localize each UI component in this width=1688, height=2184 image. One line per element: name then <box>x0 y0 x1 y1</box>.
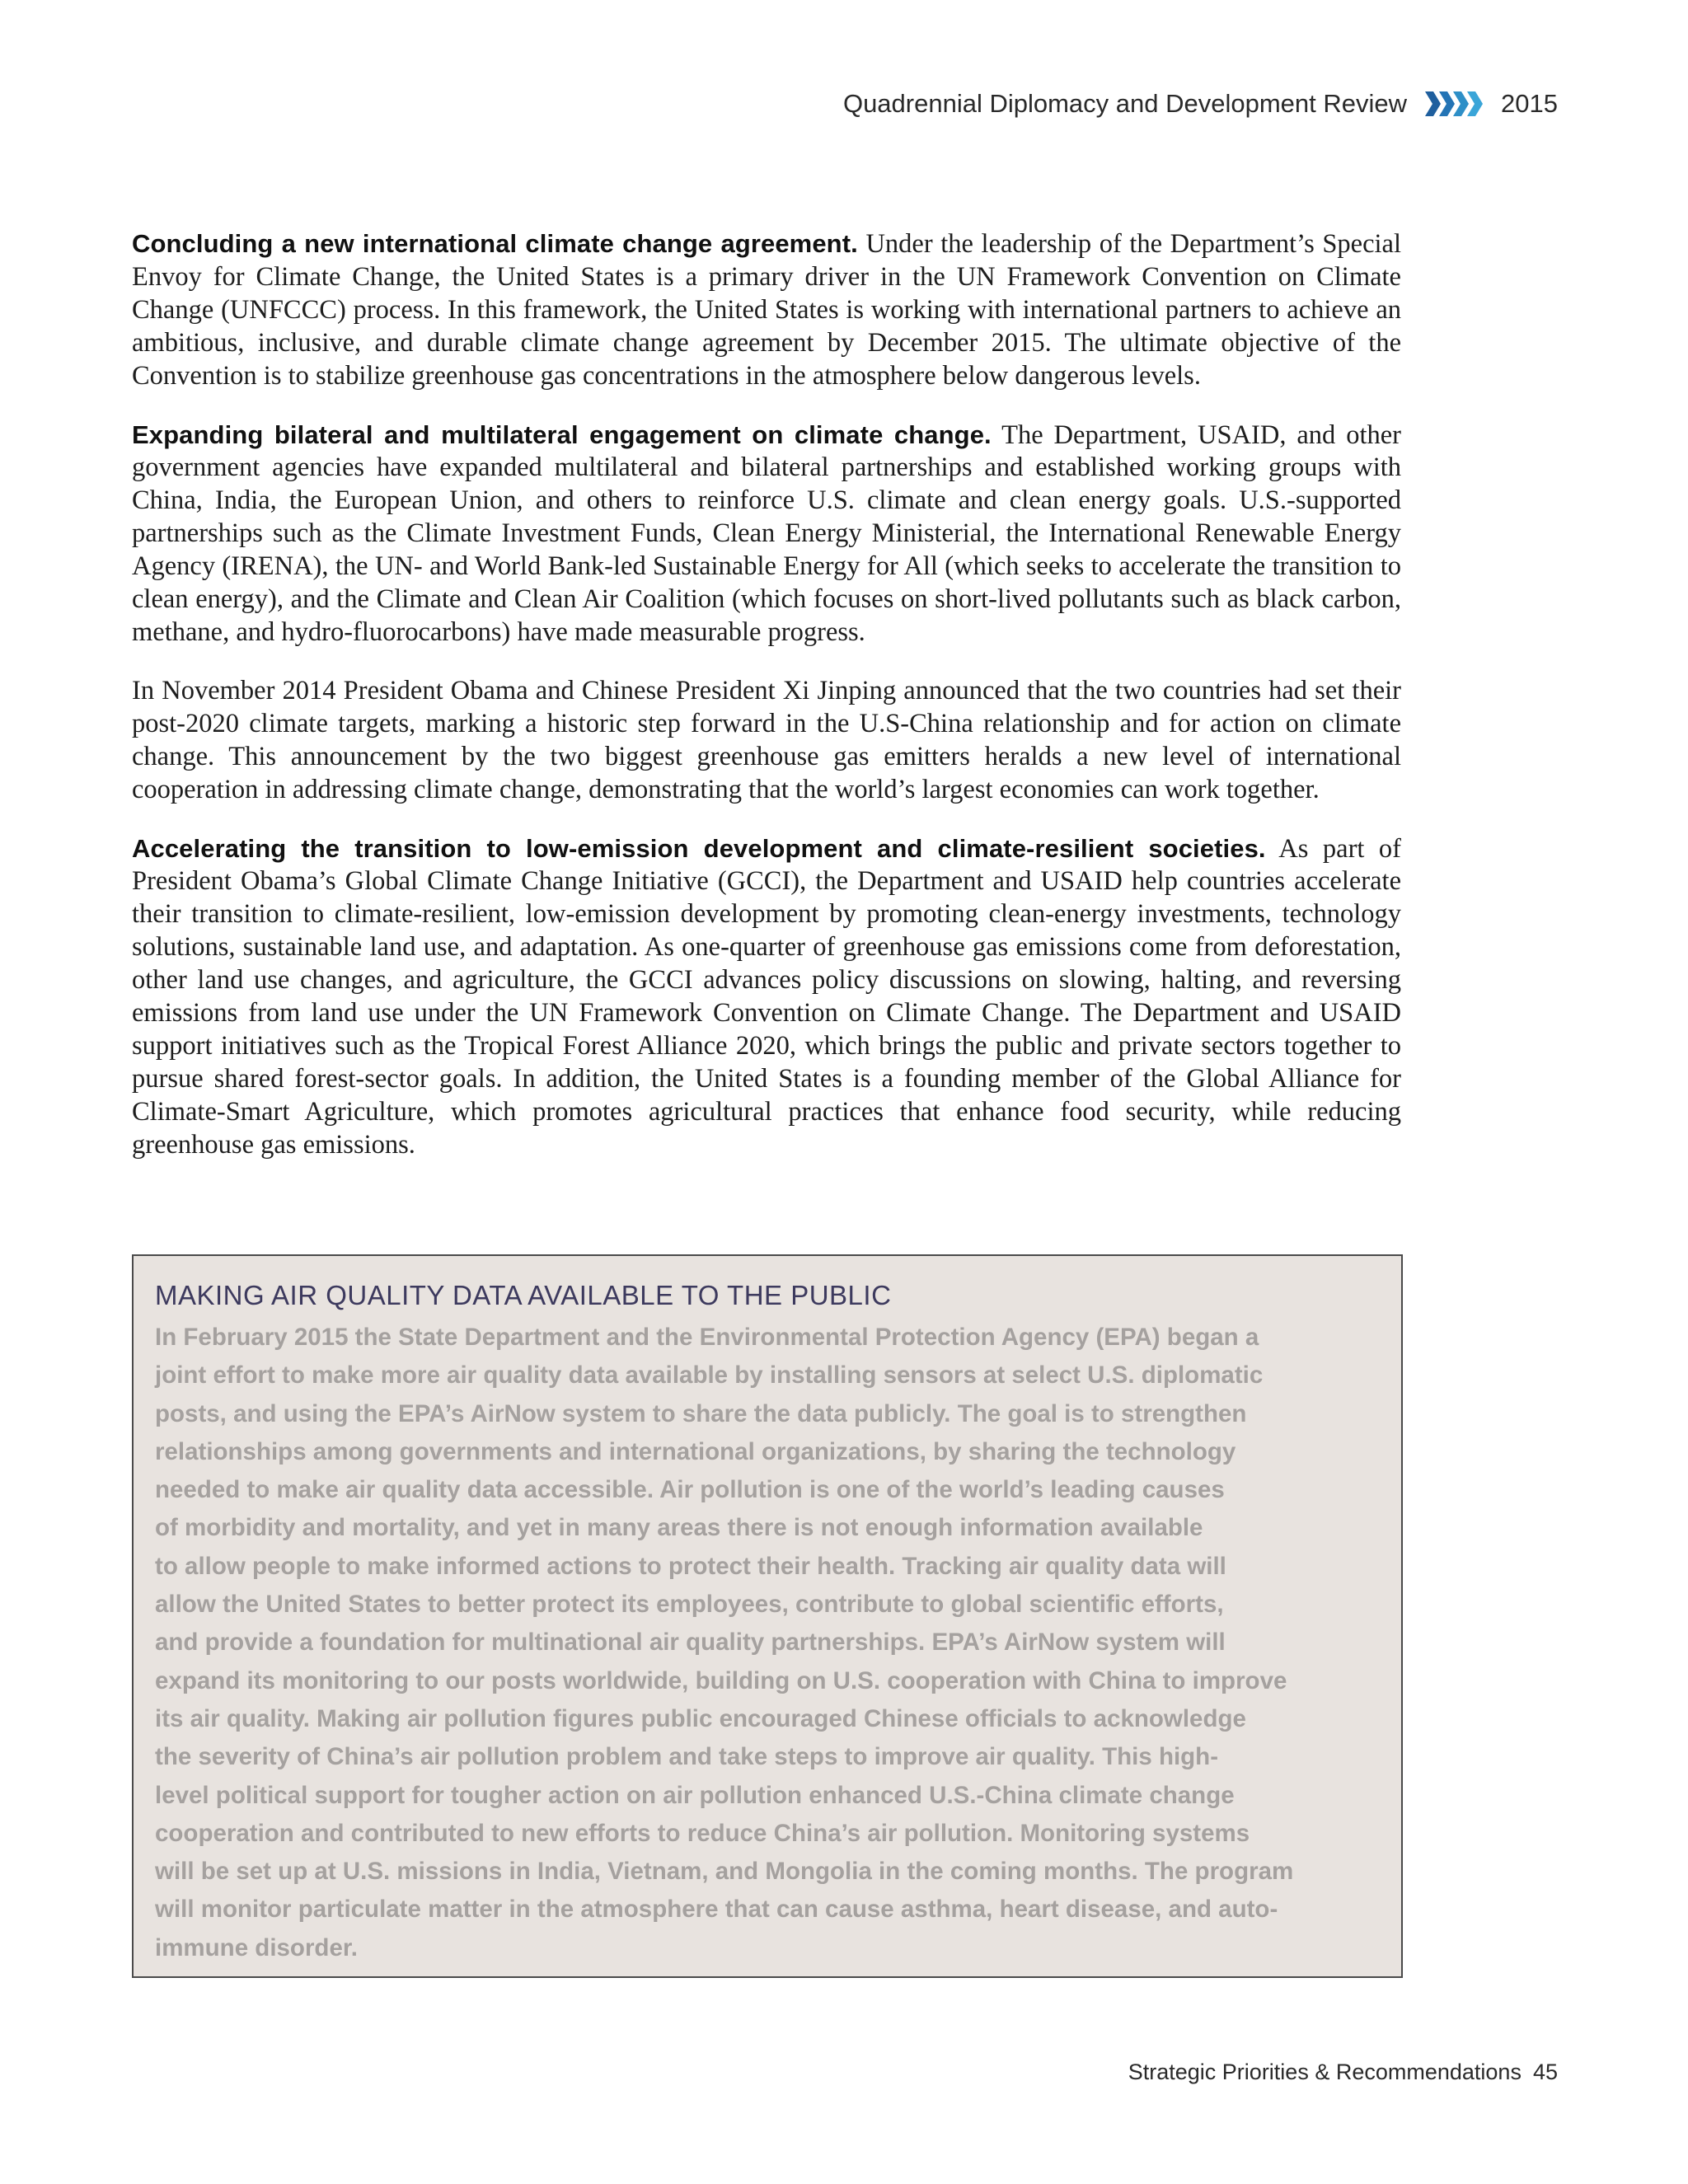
paragraph-low-emission <box>132 832 1401 1162</box>
page-header <box>843 89 1558 119</box>
paragraph-lead: Concluding a new international climate change agreement. <box>132 229 858 258</box>
air-quality-sidebar <box>132 1254 1403 1978</box>
report-year: 2015 <box>1501 89 1558 118</box>
sidebar-line: to allow people to make informed actions to protect their health. Tracking air quality data will <box>155 1552 1226 1580</box>
paragraph-climate-agreement <box>132 227 1401 393</box>
page-number: 45 <box>1532 2060 1558 2084</box>
sidebar-line: expand its monitoring to our posts worldwide, building on U.S. cooperation with China to improve <box>155 1666 1287 1694</box>
sidebar-line: cooperation and contributed to new efforts to reduce China’s air pollution. Monitoring systems <box>155 1819 1250 1847</box>
paragraph-lead: Accelerating the transition to low-emission development and climate-resilient societies. <box>132 833 1266 863</box>
sidebar-line: its air quality. Making air pollution figures public encouraged Chinese officials to acknowledge <box>155 1704 1246 1732</box>
footer-section-title: Strategic Priorities & Recommendations <box>1128 2060 1522 2084</box>
sidebar-line: relationships among governments and international organizations, by sharing the technology <box>155 1437 1236 1465</box>
sidebar-line: level political support for tougher action on air pollution enhanced U.S.-China climate change <box>155 1781 1235 1809</box>
main-content <box>132 227 1401 1188</box>
sidebar-title: MAKING AIR QUALITY DATA AVAILABLE TO THE PUBLIC <box>155 1280 892 1310</box>
sidebar-body <box>155 1319 1357 1967</box>
paragraph-lead: Expanding bilateral and multilateral engagement on climate change. <box>132 419 992 449</box>
sidebar-line: of morbidity and mortality, and yet in many areas there is not enough information available <box>155 1514 1203 1542</box>
sidebar-line: posts, and using the EPA’s AirNow system to share the data publicly. The goal is to strengthen <box>155 1399 1247 1427</box>
paragraph-text: As part of President Obama’s Global Climate Change Initiative (GCCI), the Department and USAID help countries accelerate their transition to climate-resilient, low-emission development by promoting clean-energy investments, technology solutions, sustainable land use, and adaptation. As one-quarter of greenhouse gas emissions come from deforestation, other land use changes, and agriculture, the GCCI advances policy discussions on slowing, halting, and reversing emissions from land use under the UN Framework Convention on Climate Change. The Department and USAID support initiatives such as the Tropical Forest Alliance 2020, which brings the public and private sectors together to pursue shared forest-sector goals. In addition, the United States is a founding member of the Global Alliance for Climate-Smart Agriculture, which promotes agricultural practices that enhance food security, while reducing greenhouse gas emissions. <box>132 833 1401 1160</box>
sidebar-line: joint effort to make more air quality data available by installing sensors at select U.S. diplomatic <box>155 1361 1264 1390</box>
sidebar-line: allow the United States to better protect its employees, contribute to global scientific efforts, <box>155 1591 1224 1619</box>
paragraph-engagement <box>132 419 1401 649</box>
sidebar-line: the severity of China’s air pollution problem and take steps to improve air quality. This high- <box>155 1743 1219 1771</box>
page-footer <box>1128 2060 1558 2085</box>
paragraph-text: Under the leadership of the Department’s Special Envoy for Climate Change, the United States is a primary driver in the UN Framework Convention on Climate Change (UNFCCC) process. In this framework, the United States is working with international partners to achieve an ambitious, inclusive, and durable climate change agreement by December 2015. The ultimate objective of the Convention is to stabilize greenhouse gas concentrations in the atmosphere below dangerous levels. <box>132 229 1401 391</box>
paragraph-text: The Department, USAID, and other government agencies have expanded multilateral and bilateral partnerships and established working groups with China, India, the European Union, and others to reinforce U.S. climate and clean energy goals. U.S.-supported partnerships such as the Climate Investment Funds, Clean Energy Ministerial, the International Renewable Energy Agency (IRENA), the UN- and World Bank-led Sustainable Energy for All (which seeks to accelerate the transition to clean energy), and the Climate and Clean Air Coalition (which focuses on short-lived pollutants such as black carbon, methane, and hydro-fluorocarbons) have made measurable progress. <box>132 419 1401 647</box>
report-title: Quadrennial Diplomacy and Development Review <box>842 89 1408 118</box>
sidebar-line: needed to make air quality data accessible. Air pollution is one of the world’s leading causes <box>155 1476 1225 1504</box>
sidebar-line: will monitor particulate matter in the atmosphere that can cause asthma, heart disease, and auto- <box>155 1896 1278 1924</box>
sidebar-line: and provide a foundation for multinational air quality partnerships. EPA’s AirNow system will <box>155 1629 1226 1657</box>
chevron-arrows-icon <box>1425 91 1488 116</box>
paragraph-us-china-announcement <box>132 675 1401 807</box>
sidebar-line: will be set up at U.S. missions in India, Vietnam, and Mongolia in the coming months. The program <box>155 1858 1294 1886</box>
sidebar-line: immune disorder. <box>155 1933 358 1961</box>
sidebar-line: In February 2015 the State Department and the Environmental Protection Agency (EPA) began a <box>155 1324 1259 1351</box>
chevron-arrows-icon-svg <box>1425 91 1488 116</box>
paragraph-text: In November 2014 President Obama and Chinese President Xi Jinping announced that the two countries had set their post-2020 climate targets, marking a historic step forward in the U.S-China relationship and for action on climate change. This announcement by the two biggest greenhouse gas emitters heralds a new level of international cooperation in addressing climate change, demonstrating that the world’s largest economies can work together. <box>132 675 1401 804</box>
